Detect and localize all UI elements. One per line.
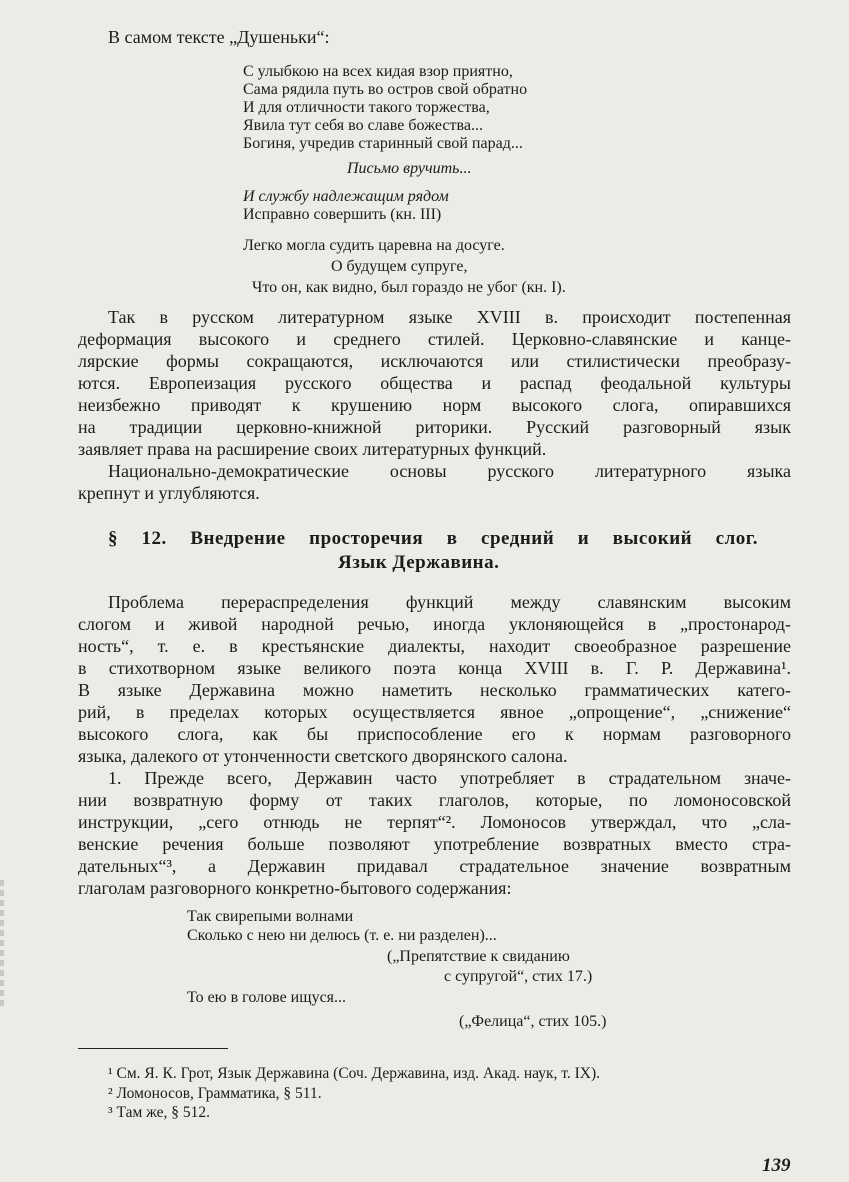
text-line: ³ Там же, § 512. bbox=[108, 1104, 211, 1121]
text-line: И службу надлежащим рядом bbox=[243, 188, 449, 205]
text-line: высокого слога, как бы приспособление его к нормам разговорного bbox=[78, 724, 791, 744]
page-edge-shadow bbox=[0, 880, 4, 1010]
text-line: Легко могла судить царевна на досуге. bbox=[243, 237, 505, 254]
page-number: 139 bbox=[762, 1155, 791, 1176]
text-line: 1. Прежде всего, Державин часто употребляет в страдательном значе- bbox=[108, 768, 791, 788]
text-line: нии возвратную форму от таких глаголов, которые, по ломоносовской bbox=[78, 790, 791, 810]
text-line: ² Ломоносов, Грамматика, § 511. bbox=[108, 1085, 322, 1102]
text-line: на традиции церковно-книжной риторики. Русский разговорный язык bbox=[78, 417, 791, 437]
text-line: Так свирепыми волнами bbox=[187, 908, 354, 925]
text-line: в стихотворном языке великого поэта конца XVIII в. Г. Р. Державина¹. bbox=[78, 658, 791, 678]
text-line: дательных“³, а Державин придавал страдательное значение возвратным bbox=[78, 856, 791, 876]
text-line: („Фелица“, стих 105.) bbox=[459, 1013, 607, 1030]
text-line: инструкции, „сего отнюдь не терпят“². Ломоносов утверждал, что „сла- bbox=[78, 812, 791, 832]
text-line: венские речения больше позволяют употребление возвратных вместо стра- bbox=[78, 834, 791, 854]
text-line: Язык Державина. bbox=[338, 552, 500, 573]
text-line: лярские формы сокращаются, исключаются или стилистически преобразу- bbox=[78, 351, 791, 371]
text-line: Явила тут себя во славе божества... bbox=[243, 117, 483, 134]
text-line: В самом тексте „Душеньки“: bbox=[108, 27, 330, 47]
text-line: § 12. Внедрение просторечия в средний и высокий слог. bbox=[108, 528, 758, 549]
text-line: рий, в пределах которых осуществляется явное „опрощение“, „снижение“ bbox=[78, 702, 791, 722]
text-line: заявляет права на расширение своих литературных функций. bbox=[78, 439, 547, 459]
text-line: Письмо вручить... bbox=[347, 160, 472, 177]
text-line: неизбежно приводят к крушению норм высокого слога, опиравшихся bbox=[78, 395, 791, 415]
footnote-rule bbox=[78, 1048, 228, 1049]
text-line: деформация высокого и среднего стилей. Церковно-славянские и канце- bbox=[78, 329, 791, 349]
text-line: языка, далекого от утонченности светского дворянского салона. bbox=[78, 746, 568, 766]
text-line: Сама рядила путь во остров свой обратно bbox=[243, 81, 528, 98]
text-line: („Препятствие к свиданию bbox=[387, 948, 570, 965]
text-line: Богиня, учредив старинный свой парад... bbox=[243, 135, 523, 152]
text-line: глаголам разговорного конкретно-бытового содержания: bbox=[78, 878, 512, 898]
text-line: Сколько с нею ни делюсь (т. е. ни разделен)... bbox=[187, 927, 497, 944]
text-line: Национально-демократические основы русского литературного языка bbox=[108, 461, 791, 481]
text-line: Проблема перераспределения функций между славянским высоким bbox=[108, 592, 791, 612]
text-line: Так в русском литературном языке XVIII в. происходит постепенная bbox=[108, 307, 791, 327]
text-line: О будущем супруге, bbox=[331, 258, 468, 275]
text-line: крепнут и углубляются. bbox=[78, 483, 260, 503]
text-line: ются. Европеизация русского общества и распад феодальной культуры bbox=[78, 373, 791, 393]
text-line: То ею в голове ищуся... bbox=[187, 989, 347, 1006]
text-line: ность“, т. е. в крестьянские диалекты, находит своеобразное разрешение bbox=[78, 636, 791, 656]
text-line: Исправно совершить (кн. III) bbox=[243, 206, 442, 223]
text-line: Что он, как видно, был гораздо не убог (кн. I). bbox=[252, 279, 566, 296]
text-line: с супругой“, стих 17.) bbox=[444, 968, 593, 985]
text-line: В языке Державина можно наметить несколько грамматических катего- bbox=[78, 680, 791, 700]
text-line: ¹ См. Я. К. Грот, Язык Державина (Соч. Державина, изд. Акад. наук, т. IX). bbox=[108, 1065, 601, 1082]
text-line: слогом и живой народной речью, иногда уклоняющейся в „простонарод- bbox=[78, 614, 791, 634]
text-line: С улыбкою на всех кидая взор приятно, bbox=[243, 63, 513, 80]
text-line: И для отличности такого торжества, bbox=[243, 99, 490, 116]
